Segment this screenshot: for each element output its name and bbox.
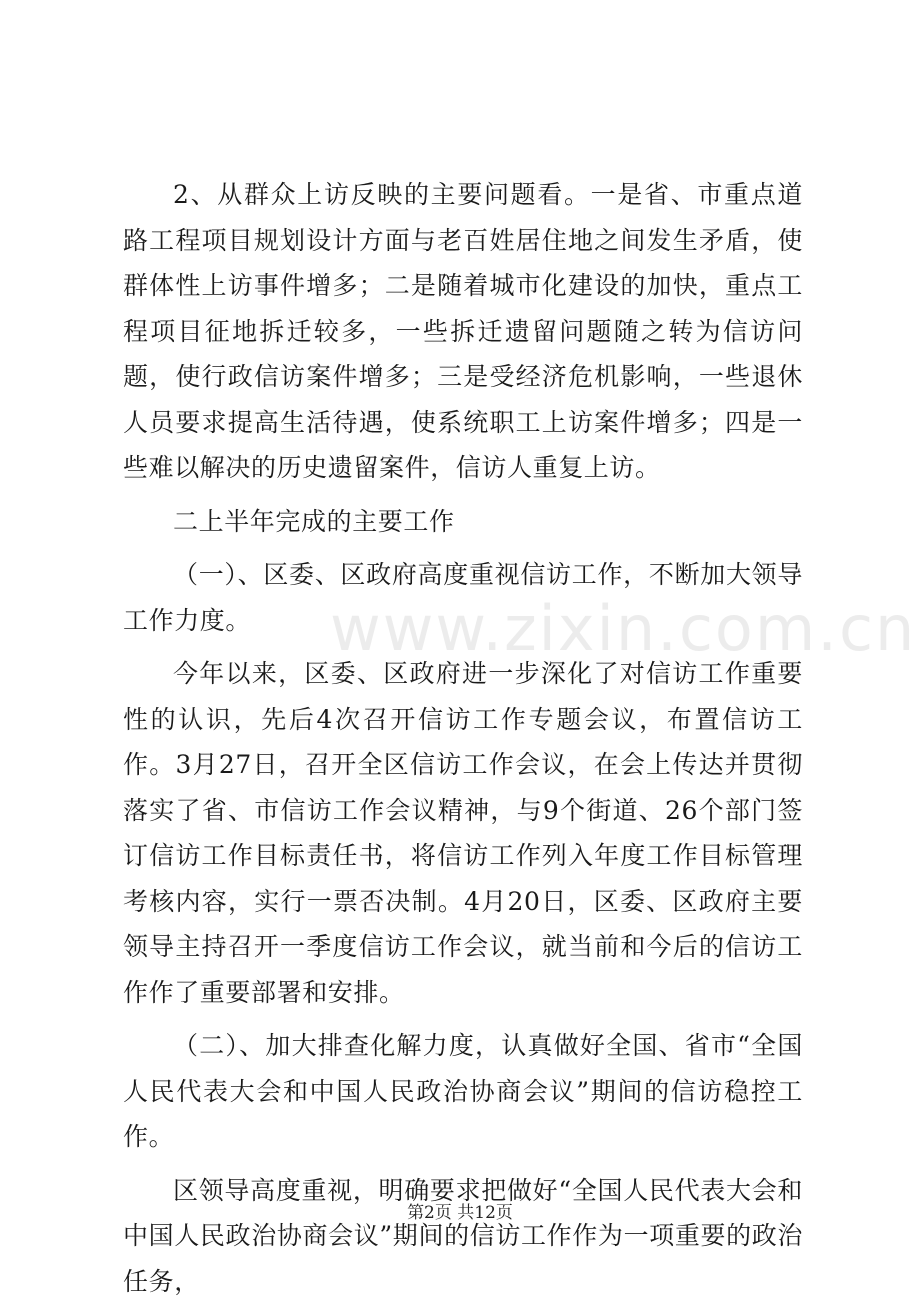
paragraph-problems: 2、从群众上访反映的主要问题看。一是省、市重点道路工程项目规划设计方面与老百姓居住地之间发生矛盾，使群体性上访事件增多；二是随着城市化建设的加快，重点工程项目征地拆迁较多，一些拆迁遗留问题随之转为信访问题，使行政信访案件增多；三是受经济危机影响，一些退休人员要求提高生活待遇，使系统职工上访案件增多；四是一些难以解决的历史遗留案件，信访人重复上访。 [123, 172, 803, 491]
document-body [123, 172, 803, 1304]
subheading-two: （二）、加大排查化解力度，认真做好全国、省市“全国人民代表大会和中国人民政治协商会议”期间的信访稳控工作。 [123, 1023, 803, 1160]
subheading-one: （一）、区委、区政府高度重视信访工作，不断加大领导工作力度。 [123, 552, 803, 643]
paragraph-leaders: 区领导高度重视，明确要求把做好“全国人民代表大会和中国人民政治协商会议”期间的信访工作作为一项重要的政治任务， [123, 1168, 803, 1304]
page-footer: 第2页 共12页 [0, 1198, 920, 1223]
watermark: www.zixin.com.cn [330, 592, 916, 665]
paragraph-meetings: 今年以来，区委、区政府进一步深化了对信访工作重要性的认识，先后4次召开信访工作专题会议，布置信访工作。3月27日，召开全区信访工作会议，在会上传达并贯彻落实了省、市信访工作会议精神，与9个街道、26个部门签订信访工作目标责任书，将信访工作列入年度工作目标管理考核内容，实行一票否决制。4月20日，区委、区政府主要领导主持召开一季度信访工作会议，就当前和今后的信访工作作了重要部署和安排。 [123, 651, 803, 1015]
section-heading: 二上半年完成的主要工作 [123, 499, 803, 545]
